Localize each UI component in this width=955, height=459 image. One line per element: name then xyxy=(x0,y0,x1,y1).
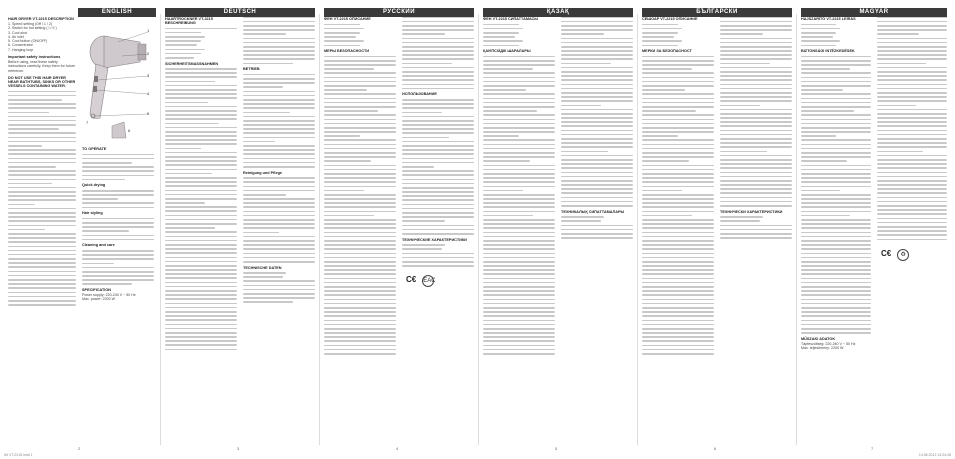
page-number-2: 2 xyxy=(78,446,81,451)
recycle-icon: ♻ xyxy=(897,249,909,261)
english-quick-dry: Quick drying xyxy=(82,183,106,188)
german-body-f xyxy=(243,272,315,303)
kazakh-body-c xyxy=(561,17,633,207)
bulgarian-body-c xyxy=(720,17,792,207)
ce-mark-icon-2: C€ xyxy=(881,248,892,258)
german-safety: SICHERHEITSMASSNAHMEN xyxy=(165,61,219,66)
page-hungarian xyxy=(797,0,955,459)
english-heading: HAIR DRYER VT-2215 DESCRIPTION xyxy=(8,17,74,21)
hair-dryer-figure xyxy=(82,14,154,144)
russian-specs: ТЕХНИЧЕСКИЕ ХАРАКТЕРИСТИКИ xyxy=(402,237,467,242)
english-body-text-a xyxy=(8,91,76,306)
hungarian-body-c xyxy=(877,17,947,241)
page-header-kazakh: ҚАЗАҚ xyxy=(483,8,633,17)
english-part-6: 6. Concentrator xyxy=(8,43,33,48)
bulgarian-col-1 xyxy=(642,14,717,451)
bulgarian-body-a xyxy=(642,24,714,47)
english-safety-intro: Before using, read these safety instructions carefully. Keep them for future reference. xyxy=(8,60,76,73)
ce-mark-icon: C€ xyxy=(406,275,417,285)
hungarian-col-1 xyxy=(801,14,874,451)
callout-7: 7 xyxy=(86,120,89,125)
english-col-1 xyxy=(8,14,76,449)
kazakh-body-b xyxy=(483,56,555,355)
page-kazakh xyxy=(479,0,637,459)
page-header-english: ENGLISH xyxy=(78,8,156,17)
russian-ce-marks xyxy=(402,269,474,289)
russian-safety: МЕРЫ БЕЗОПАСНОСТИ xyxy=(324,49,370,54)
russian-body-a xyxy=(324,24,396,47)
bulgarian-safety: МЕРКИ ЗА БЕЗОПАСНОСТ xyxy=(642,49,692,54)
english-body-text-b xyxy=(82,154,154,181)
page-number-3: 3 xyxy=(237,446,240,451)
english-caution: DO NOT USE THIS HAIR DRYER NEAR BATHTUBS, SINKS OR OTHER VESSELS CONTAINING WATER. xyxy=(8,75,76,88)
hungarian-power: Tápfeszültség: 220-240 V ~ 50 Hz xyxy=(801,341,856,346)
german-body-c xyxy=(243,17,315,65)
english-specs: SPECIFICATION xyxy=(82,288,112,293)
russian-use: ИСПОЛЬЗОВАНИЕ xyxy=(402,92,437,97)
german-body-e xyxy=(243,177,315,262)
german-use: BETRIEB xyxy=(243,67,260,72)
hungarian-max-power: Max. teljesítmény: 2200 W xyxy=(801,345,844,350)
callout-4: 4 xyxy=(147,91,150,96)
callout-6: 6 xyxy=(128,128,131,133)
page-number-5: 5 xyxy=(555,446,558,451)
english-part-4: 4. Air inlet xyxy=(8,34,24,39)
bulgarian-specs: ТЕХНИЧЕСКИ ХАРАКТЕРИСТИКИ xyxy=(720,209,783,214)
english-max-power: Max. power: 2200 W xyxy=(82,297,115,302)
kazakh-col-2 xyxy=(561,14,633,449)
english-part-3: 3. Cool shot xyxy=(8,30,28,35)
german-cleaning: Reinigung und Pflege xyxy=(243,170,283,175)
hungarian-safety: BIZTONSÁGI INTÉZKEDÉSEK xyxy=(801,49,855,54)
english-part-2: 2. Switch for hot setting ( I / II ) xyxy=(8,26,57,31)
german-body-b xyxy=(165,68,237,350)
german-body-d xyxy=(243,74,315,168)
kazakh-heading: ФЕН VT-2215 СИПАТТАМАСЫ xyxy=(483,17,539,21)
english-part-1: 1. Speed setting (Off / 1 / 2) xyxy=(8,22,53,26)
page-number-4: 4 xyxy=(396,446,399,451)
english-col-2 xyxy=(82,14,154,449)
page-russian xyxy=(320,0,478,459)
hair-dryer-illustration xyxy=(82,14,154,144)
english-to-operate: TO OPERATE xyxy=(82,147,107,151)
callout-5: 5 xyxy=(147,111,150,116)
english-safety-title: Important safety instructions xyxy=(8,55,61,60)
hungarian-col-2 xyxy=(877,14,947,449)
page-header-hungarian: MAGYAR xyxy=(801,8,947,17)
russian-body-d xyxy=(402,99,474,235)
russian-heading: ФЕН VT-2215 ОПИСАНИЕ xyxy=(324,17,371,21)
german-col-2 xyxy=(243,14,315,449)
kazakh-body-a xyxy=(483,24,555,47)
english-body-text-d xyxy=(82,218,154,241)
page-german xyxy=(161,0,319,459)
german-heading: HAARTROCKNER VT-2215 BESCHREIBUNG xyxy=(165,17,213,25)
russian-col-2 xyxy=(402,14,474,449)
german-col-1 xyxy=(165,14,240,451)
hungarian-body-a xyxy=(801,24,871,47)
english-body-text-e xyxy=(82,250,154,285)
hungarian-specs: MŰSZAKI ADATOK xyxy=(801,336,836,341)
callout-1: 1 xyxy=(147,28,150,33)
kazakh-body-d xyxy=(561,216,633,239)
english-cleaning: Cleaning and care xyxy=(82,243,115,248)
page-header-russian: РУССКИЙ xyxy=(324,8,474,17)
hungarian-heading: HAJSZÁRÍTÓ VT-2215 LEÍRÁS xyxy=(801,17,856,21)
russian-body-e xyxy=(402,244,474,267)
bulgarian-col-2 xyxy=(720,14,792,449)
russian-col-1 xyxy=(324,14,399,451)
bulgarian-body-d xyxy=(720,216,792,239)
kazakh-specs: ТЕХНИКАЛЫҚ СИПАТТАМАЛАРЫ xyxy=(561,209,625,214)
german-specs: TECHNISCHE DATEN xyxy=(243,265,282,270)
russian-body-c xyxy=(402,17,474,90)
page-number-6: 6 xyxy=(714,446,717,451)
german-body-a xyxy=(165,28,237,59)
callout-2: 2 xyxy=(147,51,150,56)
hungarian-marks xyxy=(877,243,947,263)
page-english xyxy=(0,0,160,459)
page-header-bulgarian: БЪЛГАРСКИ xyxy=(642,8,792,17)
english-styling: Hair styling xyxy=(82,211,103,216)
page-header-german: DEUTSCH xyxy=(165,8,315,17)
english-power: Power supply: 220-240 V ~ 50 Hz xyxy=(82,293,136,298)
eac-mark-icon: EAC xyxy=(422,275,434,287)
english-part-7: 7. Hanging loop xyxy=(8,47,34,52)
callout-3: 3 xyxy=(147,73,150,78)
russian-body-b xyxy=(324,56,396,355)
english-body-text-c xyxy=(82,190,154,208)
page-bulgarian xyxy=(638,0,796,459)
kazakh-safety: ҚАУІПСІЗДІК ШАРАЛАРЫ xyxy=(483,49,531,54)
bulgarian-body-b xyxy=(642,56,714,355)
hungarian-body-b xyxy=(801,56,871,334)
footer-right: 14.06.2012 13:24:28 xyxy=(918,453,951,457)
kazakh-col-1 xyxy=(483,14,558,451)
footer-left: IM VT-2215.indd 1 xyxy=(4,453,33,457)
english-part-5: 5. Cool button (ON/OFF) xyxy=(8,39,48,44)
bulgarian-heading: СЕШОАР VT-2215 ОПИСАНИЕ xyxy=(642,17,698,21)
page-number-7: 7 xyxy=(871,446,874,451)
